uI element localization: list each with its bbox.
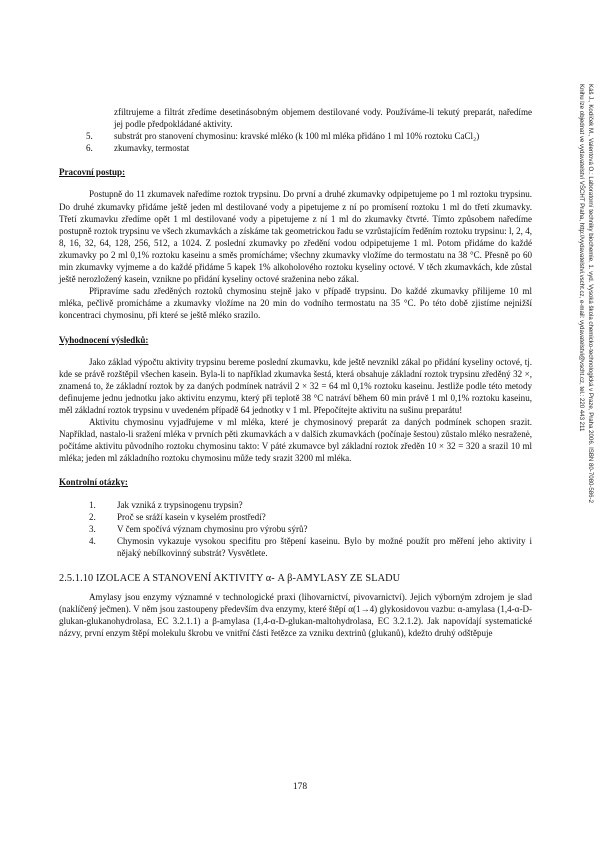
question-item xyxy=(59,499,532,511)
procedure-paragraph: Připravíme sadu zředěných roztoků chymosinu stejně jako v případě trypsinu. Do každé zkumavky přilijeme 10 ml mléka, pečlivě promícháme a zkumavky vložíme na 20 min do vodního termostatu na 35 °C. Po této době zjistíme nejnižší koncentraci chymosinu, při které se ještě mléko srazilo. xyxy=(59,286,532,321)
citation-line: Káš J., Kodíček M., Valentová O.: Laboratorní techniky biochemie. 1. vyd. Vysoká škola chemicko-technologická v Praze, Praha 2006. ISBN 80-7080-586-2 xyxy=(587,84,594,503)
question-text: Proč se sráží kasein v kyselém prostředí? xyxy=(117,511,266,522)
evaluation-paragraph: Aktivitu chymosinu vyjadřujeme v ml mléka, které je chymosinový preparát za daných podmínek schopen srazit. Například, nastalo-li sražení mléka v prvních pěti zkumavkách a v dalších zkumavkách (počínaje šestou) zůstalo mléko nesraženė, počítáme aktivitu původního roztoku chymosinu takto: V páté zkumavce byl základní roztok zředěn 10 × 32 = 320 a srazil 10 ml mléka; jeden ml základního roztoku chymosinu může tedy srazit 3200 ml mléka. xyxy=(59,417,532,464)
question-number: 2. xyxy=(89,511,96,522)
page-body xyxy=(59,106,532,639)
questions-list xyxy=(59,499,532,559)
list-number: 5. xyxy=(86,131,93,142)
question-text: Jak vzniká z trypsinogenu trypsin? xyxy=(117,499,243,510)
question-item xyxy=(59,511,532,523)
reagent-continuation: zfiltrujeme a filtrát zředíme desetinásobným objemem destilované vody. Používáme-li tekutý preparát, naředíme jej podle předpokládané aktivity. xyxy=(114,107,532,130)
question-text: Chymosin vykazuje vysokou specifitu pro štěpení kaseinu. Bylo by možné použít pro měření jeho aktivity i nějaký nebílkovinný substrát? Vysvětlete. xyxy=(117,535,532,558)
page-number: 178 xyxy=(292,782,308,792)
citation-line: Knihu lze objednat ve vydavatelství VŠCHT Praha, http://vydavatelstvi.vscht.cz, e-mail: vydavatelstvi@vscht.cz, tel.: 220 443 211 xyxy=(578,84,585,432)
question-number: 1. xyxy=(89,499,96,510)
question-number: 3. xyxy=(89,523,96,534)
list-item xyxy=(59,130,532,142)
section-title: 2.5.1.10 IZOLACE A STANOVENÍ AKTIVITY α- A β-AMYLASY ZE SLADU xyxy=(59,573,401,584)
question-text: V čem spočívá význam chymosinu pro výrobu sýrů? xyxy=(117,523,308,534)
list-text: zkumavky, termostat xyxy=(114,143,190,154)
evaluation-heading: Vyhodnocení výsledků: xyxy=(59,334,149,345)
side-citation xyxy=(573,84,595,644)
list-item xyxy=(59,142,532,154)
question-item xyxy=(59,535,532,559)
procedure-heading: Pracovní postup: xyxy=(59,167,126,178)
section-paragraph: Amylasy jsou enzymy významné v technologické praxi (lihovarnictví, pivovarnictví). Jejich výborným zdrojem je slad (naklíčený ječmen). V něm jsou zastoupeny především dva enzymy, které štěpí α(1→4) glykosidovou vazbu: α-amylasa (1,4-α-D-glukan-glukanohydrolasa, EC 3.2.1.1) a β-amylasa (1,4-α-D-glukan-maltohydrolasa, EC 3.2.1.2). Jak napovídají systematické názvy, první enzym štěpí molekulu škrobu ve vnitřní části řetězce za vzniku dextrinů (glukanů), kdežto druhý odštěpuje xyxy=(59,592,532,639)
list-number: 6. xyxy=(86,143,93,154)
side-citation-text xyxy=(577,84,595,644)
questions-heading: Kontrolní otázky: xyxy=(59,477,128,488)
list-text: substrát pro stanovení chymosinu: kravské mléko (k 100 ml mléka přidáno 1 ml 10% roztoku CaCl₂) xyxy=(114,131,480,142)
question-item xyxy=(59,523,532,535)
procedure-paragraph: Postupně do 11 zkumavek naředíme roztok trypsinu. Do první a druhé zkumavky odpipetujeme po 1 ml roztoku trypsinu. Do druhé zkumavky přidáme ještě jeden ml destilované vody a pipetujeme z ní po promísení roztoku 1 ml do třetí zkumavky. Třetí zkumavku zředíme opět 1 ml destilované vody a pipetujeme z ní 1 ml do zkumavky čtvrté. Tímto způsobem naředíme postupně roztok trypsinu ve všech zkumavkách a získáme tak geometrickou řadu se vzrůstajícím ředěním roztoku trypsinu: l, 2, 4, 8, 16, 32, 64, 128, 256, 512, a 1024. Z poslední zkumavky po zředění vodou odpipetujeme 1 ml. Potom přidáme do každé zkumavky po 2 ml 0,1% roztoku kaseinu a směs promícháme; všechny zkumavky vložíme do termostatu na 38 °C. Přesně po 60 min zkumavky vyjmeme a do každé přidáme 5 kapek 1% alkoholového roztoku kyseliny octové. V těch zkumavkách, kde zůstal ještě nerozložený kasein, vznikne po přidání kyseliny octové sraženina nebo zákal. xyxy=(59,189,532,285)
question-number: 4. xyxy=(89,535,96,546)
evaluation-paragraph: Jako základ výpočtu aktivity trypsinu bereme poslední zkumavku, kde ještě nevznikl zákal po přidání kyseliny octové, tj. kde se právě rozštěpil všechen kasein. Byla-li to například zkumavka šestá, která obsahuje základní roztok trypsinu zředěný 32 ×, znamená to, že základní roztok by za daných podmínek natrávil 2 × 32 = 64 ml 0,1% roztoku kaseinu. Jestliže podle této metody definujeme jednu jednotku jako aktivitu enzymu, který při teplotě 38 °C natráví během 60 min právě 1 ml 0,1% roztoku kaseinu, měl základní roztok trypsinu v uvedeném případě 64 jednotky v 1 ml. Přepočítejte aktivitu na sušinu preparátu! xyxy=(59,356,532,415)
